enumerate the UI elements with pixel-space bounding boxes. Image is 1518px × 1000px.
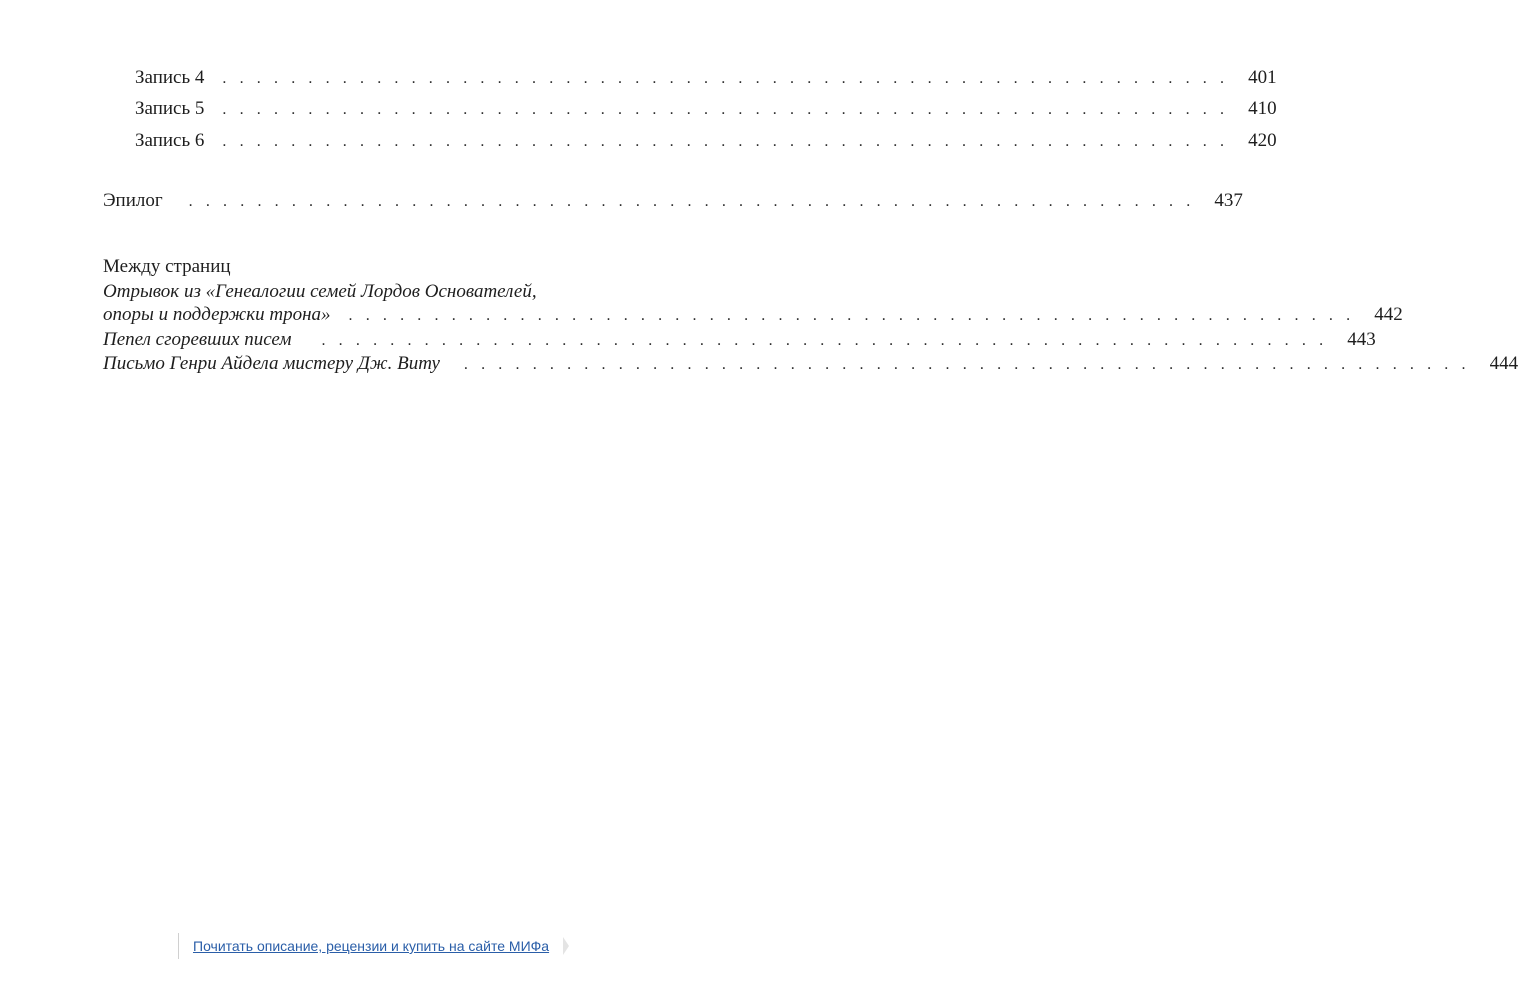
toc-entry-page: 401 [1248,67,1277,88]
section-heading-between-pages: Между страниц [103,256,231,277]
toc-entry-title: Эпилог [103,190,163,211]
toc-entry-title: Запись 4 [135,67,205,88]
footer-link-container [178,933,563,959]
toc-entry-title: Письмо Генри Айдела мистеру Дж. Виту [103,353,440,374]
toc-entry-page: 443 [1347,329,1376,350]
chevron-right-icon [563,937,569,955]
toc-entry-page: 437 [1214,190,1243,211]
toc-entry-excerpt-line1[interactable]: Отрывок из «Генеалогии семей Лордов Основателей, [103,281,537,302]
toc-entry-page: 410 [1248,98,1277,119]
toc-entry-record-5[interactable] [135,97,1277,122]
toc-entry-title: Запись 6 [135,130,205,151]
toc-entry-page: 420 [1248,130,1277,151]
toc-leader-dots: . . . . . . . . . . . . . . . . . . . . . . . . . . . . . . . . . . . . . . . . . . . . . . . . . . . . . . . . . . . [348,307,1355,324]
toc-entry-page: 442 [1374,304,1403,325]
toc-leader-dots: . . . . . . . . . . . . . . . . . . . . . . . . . . . . . . . . . . . . . . . . . . . . . . . . . . . . . . . . . . . [463,356,1471,373]
toc-entry-title: опоры и поддержки трона» [103,304,331,325]
toc-entry-ashes[interactable] [103,328,1376,353]
toc-entry-excerpt[interactable] [103,303,1403,328]
toc-entry-record-6[interactable] [135,129,1277,154]
toc-entry-record-4[interactable] [135,66,1277,91]
toc-leader-dots: . . . . . . . . . . . . . . . . . . . . . . . . . . . . . . . . . . . . . . . . . . . . . . . . . . . . . . . . . . . [222,133,1229,150]
toc-entry-title: Запись 5 [135,98,205,119]
toc-leader-dots: . . . . . . . . . . . . . . . . . . . . . . . . . . . . . . . . . . . . . . . . . . . . . . . . . . . . . . . . . . . [222,101,1229,118]
toc-entry-page: 444 [1489,353,1518,374]
toc-entry-epilogue[interactable] [103,189,1243,214]
buy-on-mif-link[interactable]: Почитать описание, рецензии и купить на сайте МИФа [193,938,550,954]
toc-leader-dots: . . . . . . . . . . . . . . . . . . . . . . . . . . . . . . . . . . . . . . . . . . . . . . . . . . . . . . . . . . . [188,193,1195,210]
toc-entry-letter[interactable] [103,352,1518,377]
toc-entry-title: Пепел сгоревших писем [103,329,292,350]
toc-leader-dots: . . . . . . . . . . . . . . . . . . . . . . . . . . . . . . . . . . . . . . . . . . . . . . . . . . . . . . . . . . . [321,332,1328,349]
toc-leader-dots: . . . . . . . . . . . . . . . . . . . . . . . . . . . . . . . . . . . . . . . . . . . . . . . . . . . . . . . . . . . [222,70,1229,87]
